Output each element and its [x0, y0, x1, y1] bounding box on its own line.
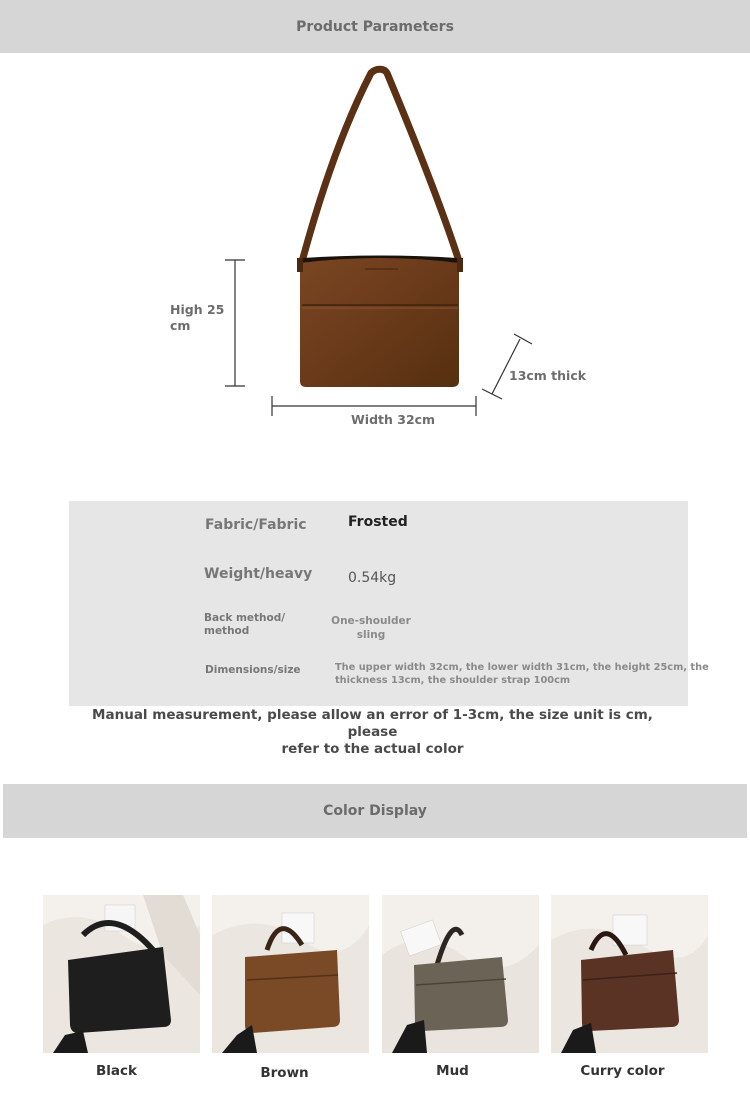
measurement-note: Manual measurement, please allow an error of 1-3cm, the size unit is cm, please refer to the actual color	[92, 707, 653, 757]
bag-photo-black	[43, 895, 200, 1053]
color-swatch-curry[interactable]	[551, 895, 708, 1053]
bag-dimension-diagram	[0, 53, 750, 453]
fabric-label: Fabric/Fabric	[205, 517, 307, 533]
color-name-curry: Curry color	[580, 1063, 665, 1079]
color-display-title: Color Display	[323, 803, 427, 819]
color-display-banner	[3, 784, 747, 838]
thickness-label: 13cm thick	[509, 368, 587, 383]
bag-shape-mud	[414, 957, 508, 1031]
bag-body	[300, 258, 459, 387]
bag-shape-curry	[581, 950, 679, 1031]
dimensions-label: Dimensions/size	[205, 664, 301, 676]
bag-photo-brown	[212, 895, 369, 1053]
product-parameters-title: Product Parameters	[296, 18, 454, 35]
parameter-table	[69, 501, 709, 706]
bag-photo-mud	[382, 895, 539, 1053]
bag-shape-black	[68, 947, 171, 1033]
color-name-mud: Mud	[436, 1063, 469, 1079]
color-name-black: Black	[95, 1063, 137, 1079]
width-label: Width 32cm	[351, 412, 436, 427]
fabric-value: Frosted	[348, 514, 408, 530]
carry-method-label: Back method/ method	[204, 612, 286, 637]
product-parameters-banner	[0, 0, 750, 53]
weight-value: 0.54kg	[348, 570, 397, 586]
carry-method-value: One-shoulder sling	[331, 615, 411, 641]
color-swatch-black[interactable]	[43, 895, 200, 1053]
bag-photo-curry	[551, 895, 708, 1053]
dimensions-value: The upper width 32cm, the lower width 31cm, the height 25cm, the thickness 13cm, the shoulder strap 100cm	[335, 662, 709, 686]
bag-shape-brown	[245, 950, 340, 1033]
weight-label: Weight/heavy	[204, 566, 313, 582]
bag-strap	[303, 69, 458, 258]
color-swatch-mud[interactable]	[382, 895, 539, 1053]
height-label: High 25 cm	[170, 302, 225, 333]
color-swatch-brown[interactable]	[212, 895, 369, 1053]
bag-illustration	[0, 53, 750, 453]
color-name-brown: Brown	[260, 1065, 309, 1081]
